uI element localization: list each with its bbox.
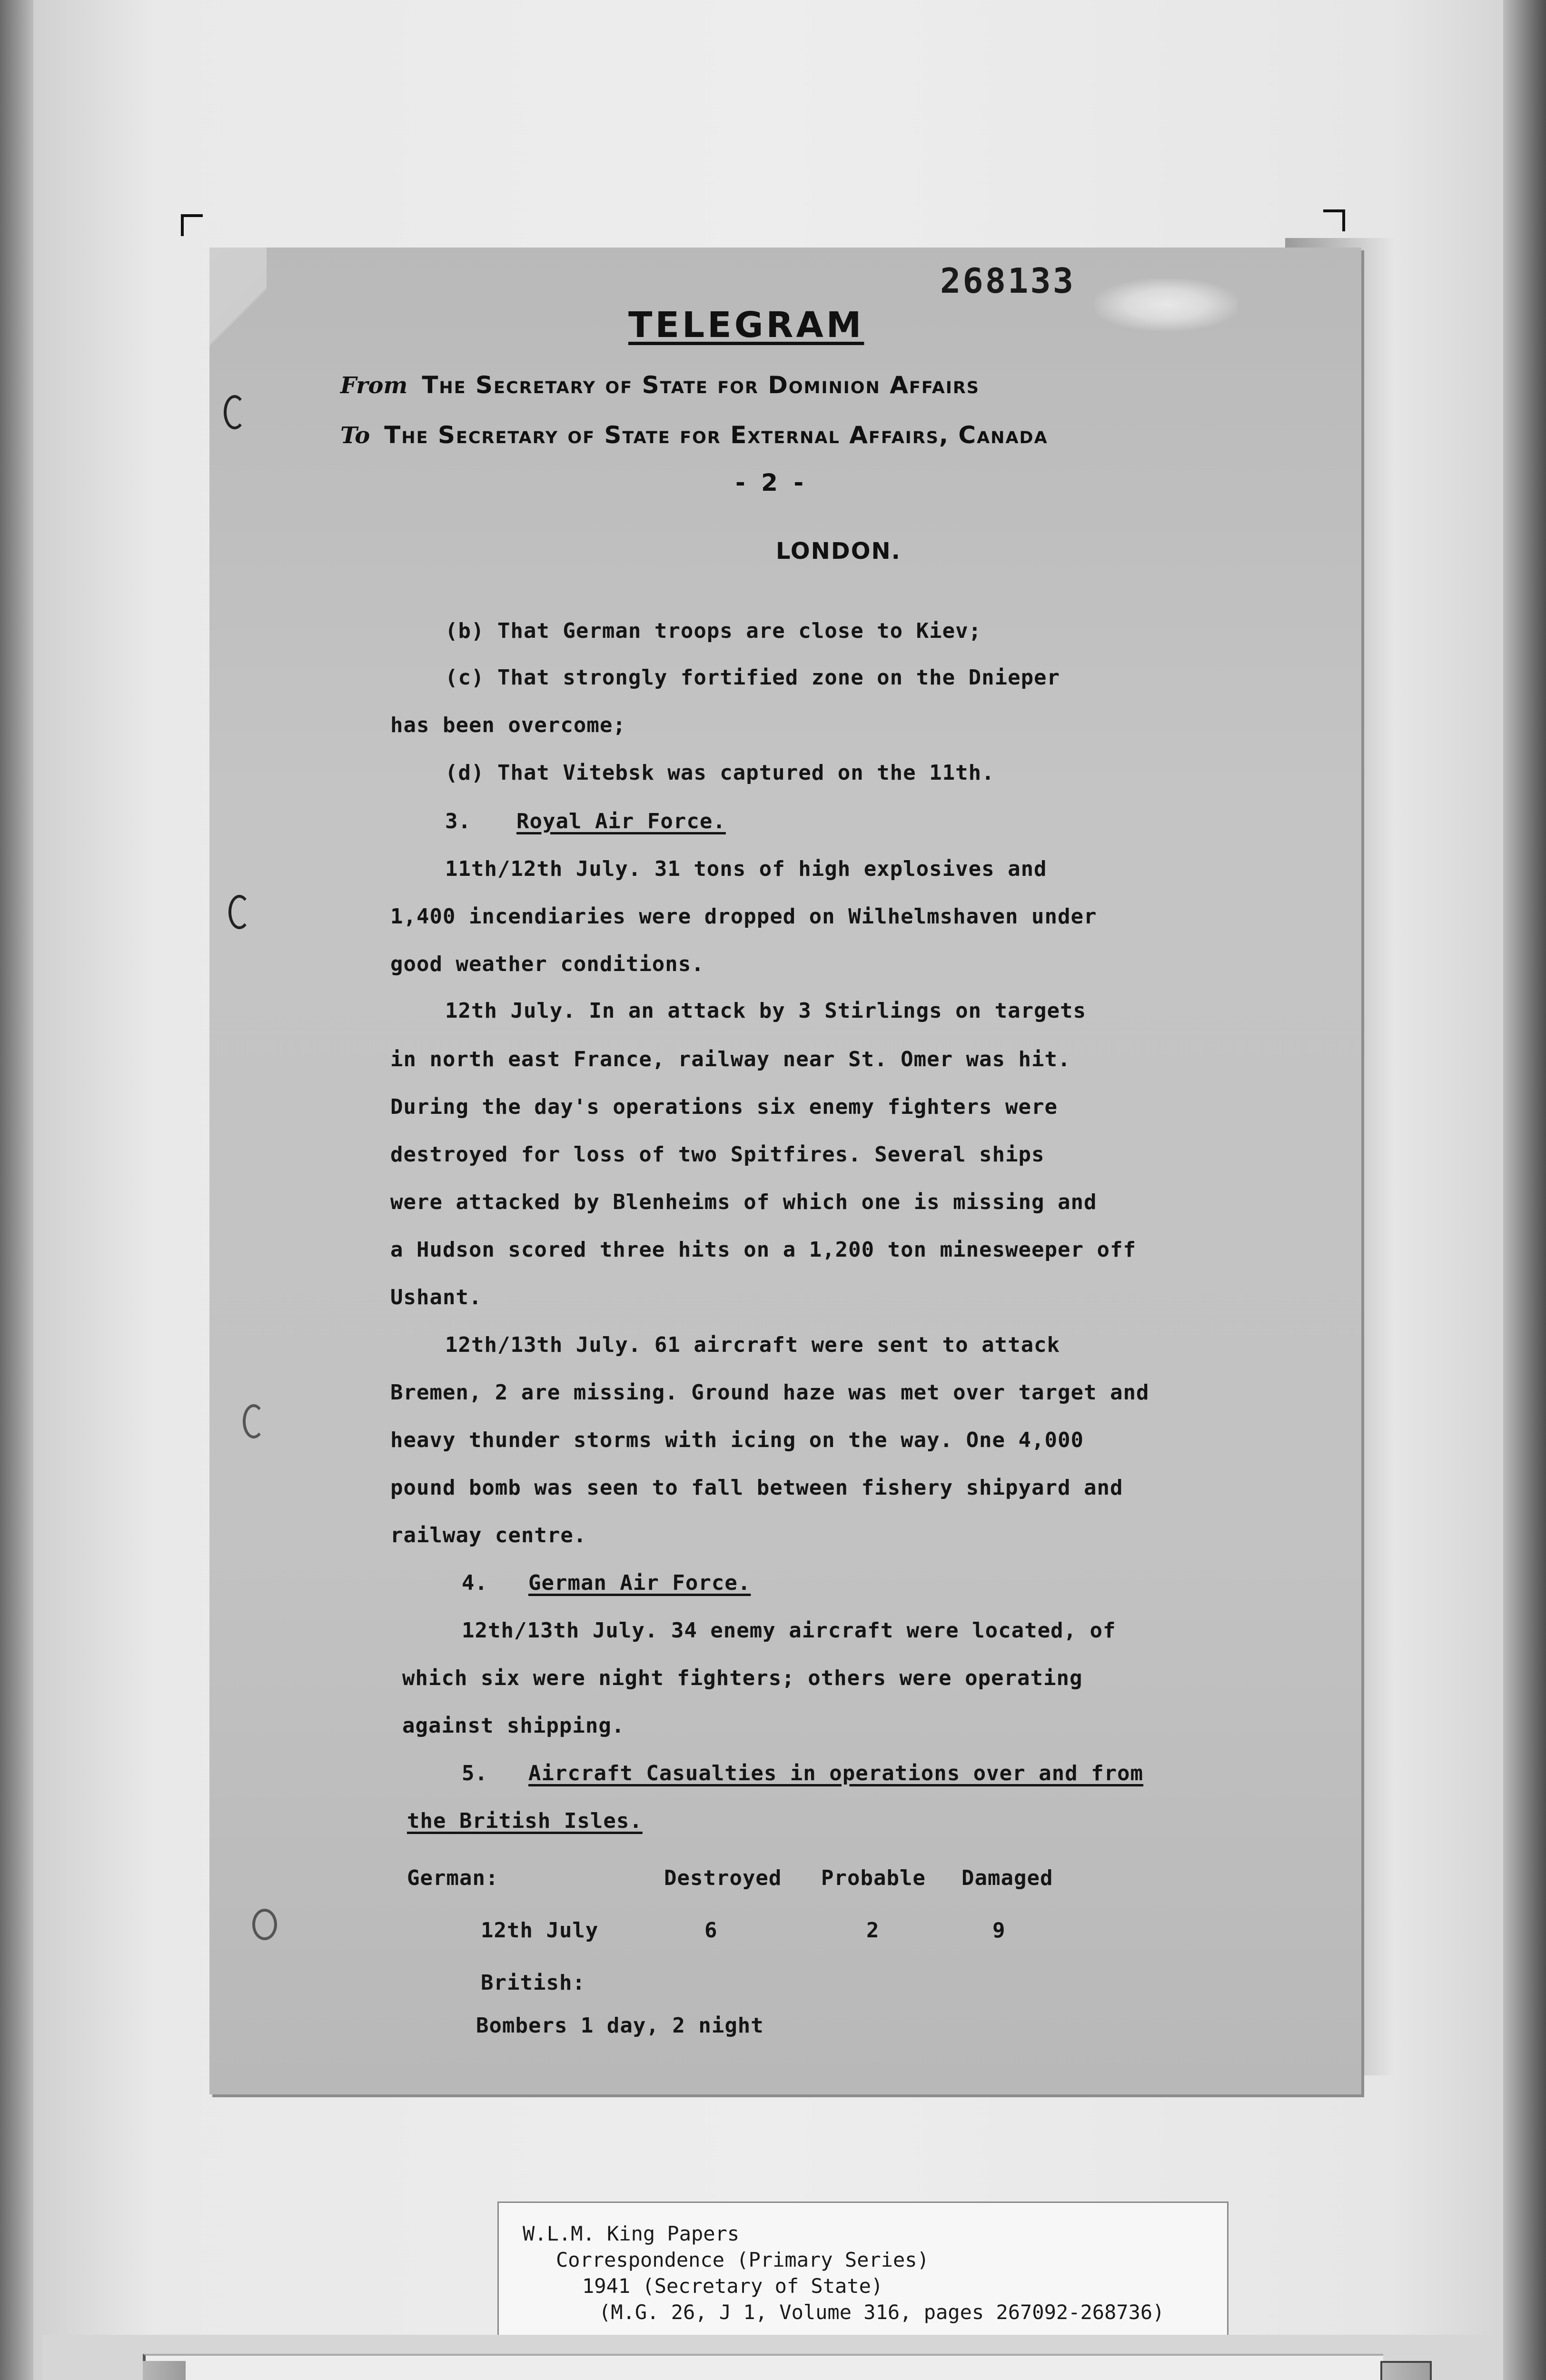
body-line: which six were night fighters; others were operating [402,1666,1083,1690]
section-heading: Royal Air Force. [516,809,726,833]
table-cell: 9 [992,1918,1006,1943]
section-heading: Aircraft Casualties in operations over and from [528,1761,1144,1785]
body-line: 12th July. In an attack by 3 Stirlings on targets [445,999,1087,1023]
body-line: 12th/13th July. 61 aircraft were sent to attack [445,1333,1060,1357]
body-line: destroyed for loss of two Spitfires. Several ships [390,1142,1045,1167]
table-header: Damaged [961,1866,1053,1890]
slip-line: W.L.M. King Papers [523,2222,740,2245]
table-cell: 6 [704,1918,718,1943]
stamp-tab-left [143,2361,186,2380]
section-number: 5. [462,1761,488,1785]
body-line: Ushant. [390,1285,482,1309]
stamp-tab-right [1380,2361,1432,2380]
body-line: During the day's operations six enemy fighters were [390,1095,1058,1119]
table-header: Probable [821,1866,926,1890]
body-line: pound bomb was seen to fall between fishery shipyard and [390,1476,1123,1500]
body-line: against shipping. [402,1714,625,1738]
archives-stamp [143,2354,1383,2380]
crop-mark-top-left [181,214,203,236]
body-line: (c) That strongly fortified zone on the Dnieper [445,665,1060,690]
telegram-sheet [209,248,1361,2094]
from-line [340,371,980,399]
from-label: From [340,372,408,399]
table-cell: 2 [866,1918,880,1943]
body-line: railway centre. [390,1523,587,1547]
dateline-city: LONDON. [776,538,901,565]
paper-smudge [1095,278,1238,331]
section-number: 4. [462,1571,488,1595]
binding-hole-icon [243,1404,265,1438]
body-line: were attacked by Blenheims of which one is missing and [390,1190,1097,1214]
binding-hole-icon [224,395,246,429]
folded-corner [209,248,267,390]
document-number: 268133 [940,261,1076,301]
table-label-german: German: [407,1866,499,1890]
slip-line: 1941 (Secretary of State) [582,2274,883,2298]
reference-slip [497,2202,1229,2338]
table-header: Destroyed [664,1866,782,1890]
body-line: (b) That German troops are close to Kiev; [445,619,982,643]
table-label-british: British: [481,1971,585,1995]
film-edge-left [0,0,33,2380]
crop-mark-top-right [1323,209,1345,231]
document-title: TELEGRAM [628,305,864,346]
body-line: Bremen, 2 are missing. Ground haze was met over target and [390,1380,1150,1405]
body-line: (d) That Vitebsk was captured on the 11th. [445,761,995,785]
slip-line: Correspondence (Primary Series) [556,2248,929,2271]
body-line: 1,400 incendiaries were dropped on Wilhelmshaven under [390,904,1097,929]
page-number: - 2 - [735,469,808,496]
body-line: 11th/12th July. 31 tons of high explosives and [445,857,1047,881]
binding-hole-icon [252,1909,277,1940]
section-heading: German Air Force. [528,1571,751,1595]
to-value: The Secretary of State for External Affairs, Canada [384,421,1048,449]
section-heading-continued: the British Isles. [407,1809,643,1833]
binding-hole-icon [228,895,250,929]
body-line: heavy thunder storms with icing on the way. One 4,000 [390,1428,1084,1452]
body-line: good weather conditions. [390,952,704,976]
body-line: has been overcome; [390,713,626,737]
table-row-label: 12th July [481,1918,599,1943]
british-casualties-line: Bombers 1 day, 2 night [476,2013,764,2038]
from-value: The Secretary of State for Dominion Affairs [422,371,980,399]
body-line: in north east France, railway near St. Omer was hit. [390,1047,1071,1071]
to-line [340,421,1048,449]
slip-line: (M.G. 26, J 1, Volume 316, pages 267092-268736) [599,2301,1165,2324]
to-label: To [340,422,370,449]
body-line: 12th/13th July. 34 enemy aircraft were located, of [462,1618,1116,1643]
film-edge-right [1503,0,1546,2380]
body-line: a Hudson scored three hits on a 1,200 ton minesweeper off [390,1238,1136,1262]
section-number: 3. [445,809,471,833]
